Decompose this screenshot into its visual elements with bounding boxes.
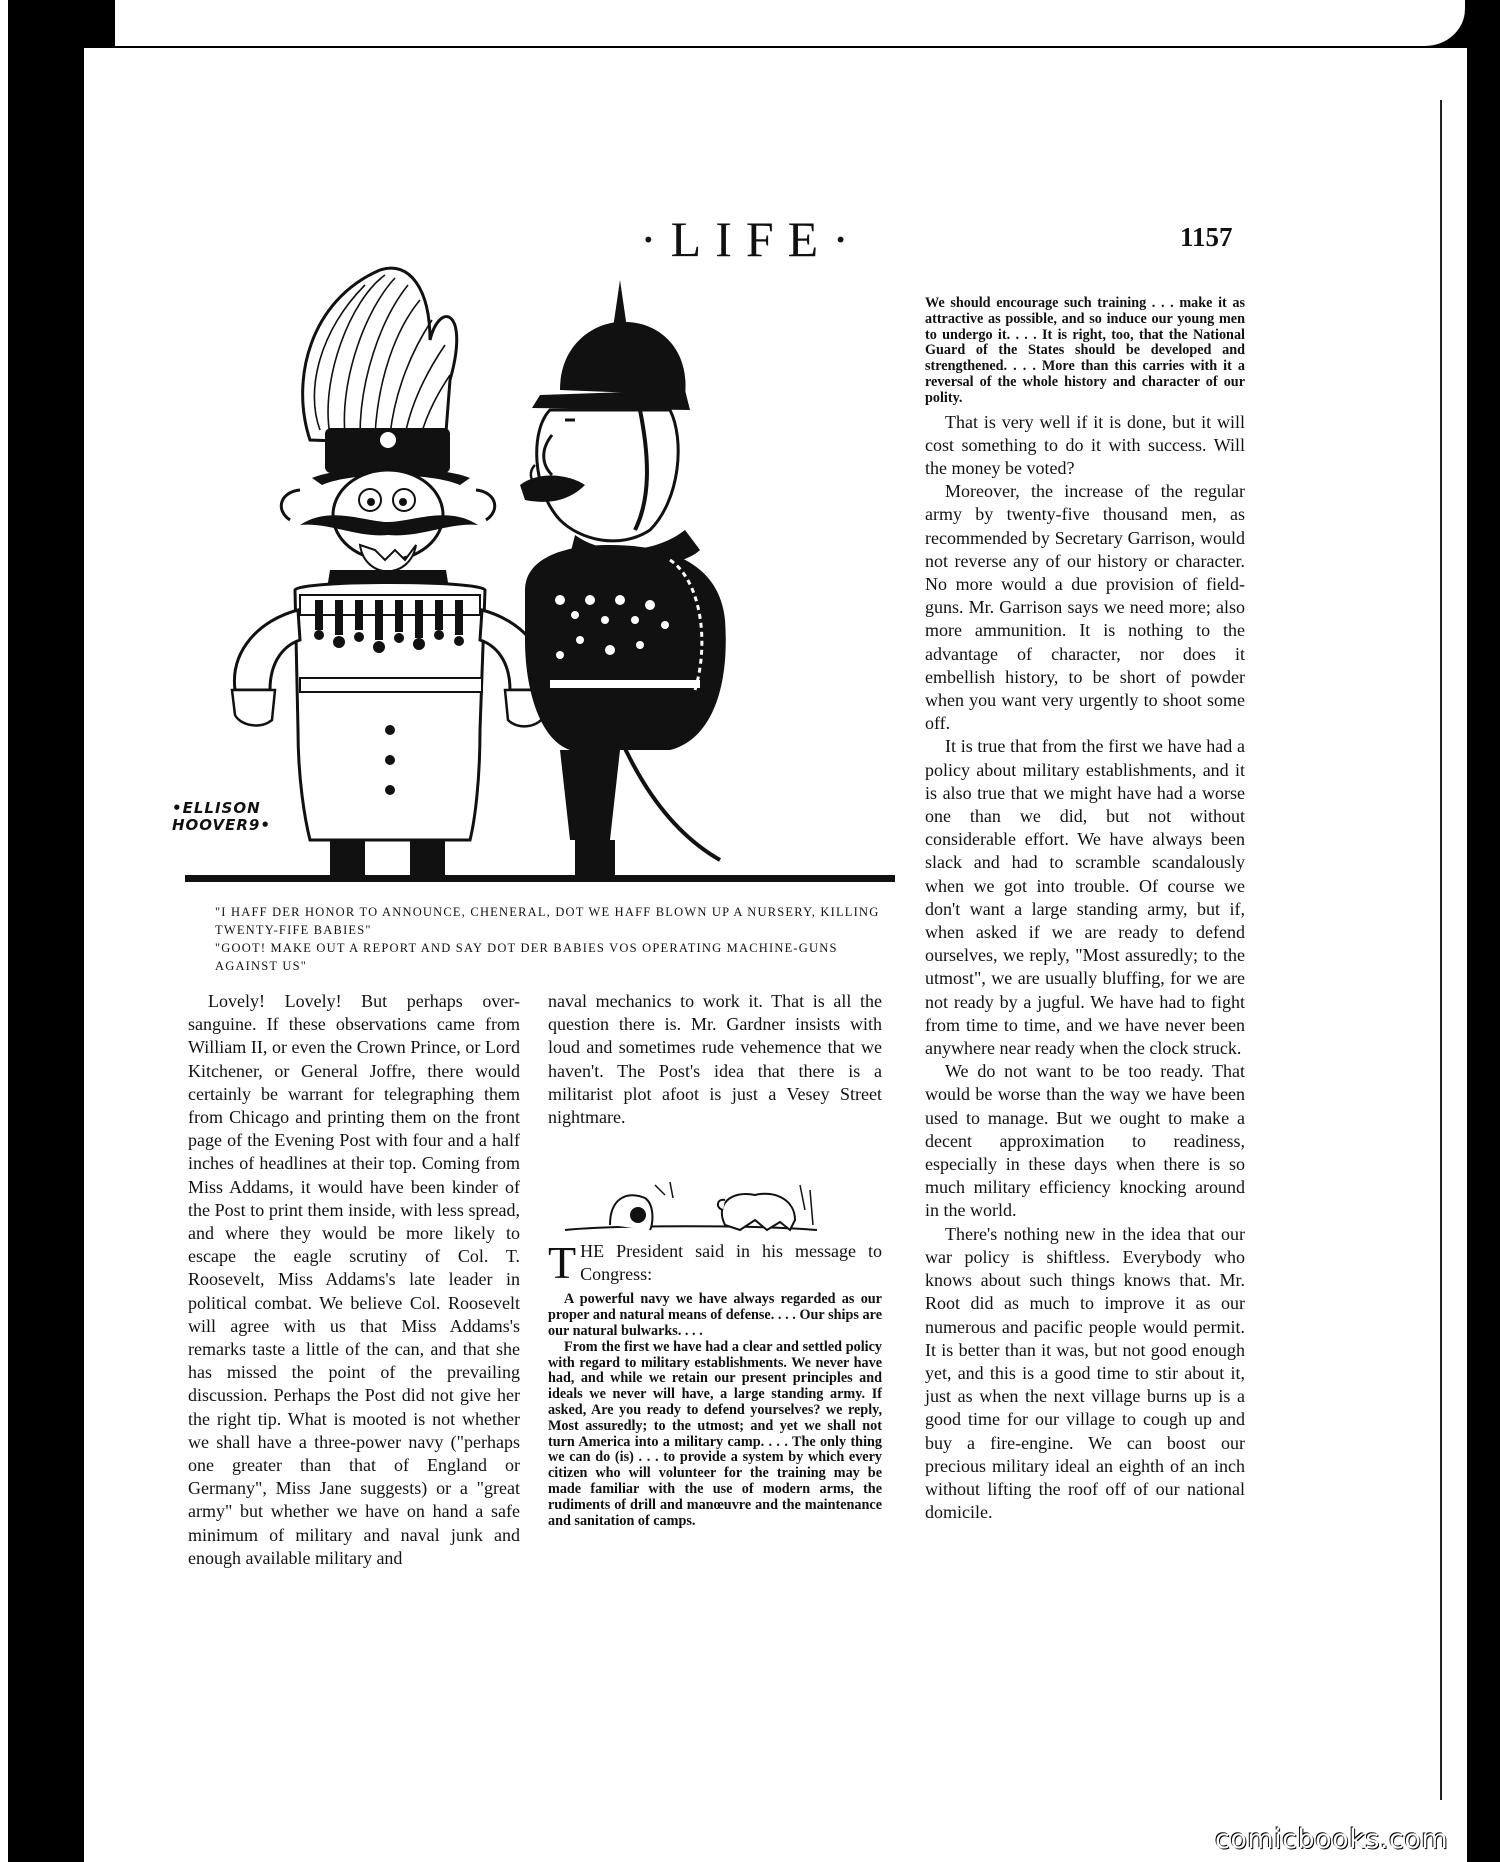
bear-vignette-illustration bbox=[555, 1170, 825, 1245]
column-3 bbox=[925, 296, 1245, 1524]
column-2-paragraph-1: naval mechanics to work it. That is all the question there is. Mr. Gardner insists with loud and sometimes rude vehemence that we haven't. The Post's idea that there is a militarist plot afoot is just a Vesey Street nightmare. bbox=[548, 991, 882, 1128]
artist-signature bbox=[172, 800, 302, 834]
page-number: 1157 bbox=[1180, 222, 1233, 252]
column-1 bbox=[188, 990, 520, 1570]
previous-page-edge bbox=[115, 0, 1465, 49]
column-3-quote-text: We should encourage such training . . . make it as attractive as possible, and so induce our young men to undergo it. . . . It is right, too, that the National Guard of the States should be developed and strengthened. . . . More than this carries with it a reversal of the whole history and character of our polity. bbox=[925, 295, 1245, 406]
cartoon-caption bbox=[215, 903, 885, 975]
column-2-paragraph-2: HE President said in his message to Congress: bbox=[580, 1241, 882, 1285]
page-stack-edge bbox=[1440, 100, 1452, 1800]
column-3-paragraph-1: That is very well if it is done, but it will cost something to do it with success. Will the money be voted? bbox=[925, 411, 1245, 478]
column-3-paragraph-3: It is true that from the first we have had a policy about military establishments, and it is also true that we might have had a worse one than we did, but not without considerable effort. We have always been slack and had to scramble scandalously when we got into trouble. Of course we don't want a large standing army, but if, when asked if we are ready to defend ourselves, we reply, "Most assuredly; to the utmost", we are usually bluffing, for we are not ready by a jugful. We have had to fight from time to time, and we have never been anywhere near ready when the clock struck. bbox=[925, 736, 1245, 1059]
signature-line-1: •ELLISON bbox=[172, 799, 261, 817]
left-officer-figure bbox=[232, 268, 548, 875]
caption-line-2: "GOOT! MAKE OUT A REPORT AND SAY DOT DER BABIES VOS OPERATING MACHINE-GUNS AGAINST US" bbox=[215, 941, 838, 973]
column-2-lower bbox=[548, 1240, 882, 1529]
column-1-paragraph: Lovely! Lovely! But perhaps over-sanguine. If these observations came from William II, or even the Crown Prince, or Lord Kitchener, or General Joffre, there would certainly be warrant for telegraphing them from Chicago and printing them on the front page of the Evening Post with four and a half inches of headlines at their top. Coming from Miss Addams, it would have been kinder of the Post to print them inside, with less spread, and where they would be more likely to escape the eagle scrutiny of Col. T. Roosevelt, Miss Addams's late leader in political combat. We believe Col. Roosevelt will agree with us that Miss Addams's remarks taste a little of the can, and that she has missed the point of the prevailing discussion. Perhaps the Post did not give her the right tip. What is mooted is not whether we shall have a three-power navy ("perhaps one greater than that of England or Germany", Miss Jane suggests) or a "great army" but whether we have on hand a safe minimum of military and naval junk and enough available military and bbox=[188, 991, 520, 1568]
column-3-quote bbox=[925, 296, 1245, 407]
column-3-paragraph-2: Moreover, the increase of the regular army by twenty-five thousand men, as recommended by Secretary Garrison, would not reverse any of our history or character. No more would a due provision of field-guns. Mr. Garrison says we need more; also more ammunition. It is nothing to the advantage of character, nor does it embellish history, to be short of powder when you want very urgently to shoot some off. bbox=[925, 481, 1245, 734]
watermark: comicbooks.com bbox=[1215, 1824, 1449, 1855]
column-2 bbox=[548, 990, 882, 1129]
quote-paragraph-1: A powerful navy we have always regarded as our proper and natural means of defense. . . . Our ships are our natural bulwarks. . . . bbox=[548, 1291, 882, 1339]
caption-line-1: "I HAFF DER HONOR TO ANNOUNCE, CHENERAL, DOT WE HAFF BLOWN UP A NURSERY, KILLING TWENTY-FIFE BABIES" bbox=[215, 905, 880, 937]
scan-right-margin bbox=[1467, 0, 1500, 1862]
scan-left-margin bbox=[0, 0, 8, 1862]
column-3-paragraph-5: There's nothing new in the idea that our war policy is shiftless. Everybody who knows about such things knows that. Mr. Root did as much to improve it as our numerous and pacific people would permit. It is better than it was, but not good enough yet, and this is a good time to stir about it, just as when the next village burns up is a good time for our village to cough up and buy a fire-engine. We can boost our precious military ideal an eighth of an inch without lifting the roof off of our national domicile. bbox=[925, 1223, 1245, 1523]
right-officer-figure bbox=[520, 280, 726, 875]
drop-cap: T bbox=[548, 1240, 577, 1287]
signature-line-2: HOOVER9• bbox=[172, 816, 271, 834]
cartoon-illustration bbox=[180, 260, 900, 890]
quote-paragraph-2: From the first we have had a clear and settled policy with regard to military establishments. We never have had, and while we retain our present principles and ideals we never will have, a large standing army. If asked, Are you ready to defend yourselves? we reply, Most assuredly; to the utmost; and yet we shall not turn America into a military camp. . . . The only thing we can do (is) . . . to provide a system by which every citizen who will volunteer for the training may be made familiar with the use of modern arms, the rudiments of drill and manœuvre and the maintenance and sanitation of camps. bbox=[548, 1338, 882, 1529]
column-3-paragraph-4: We do not want to be too ready. That would be worse than the way we have been used to manage. But we ought to make a decent approximation to readiness, especially in these days when there is so much military efficiency knocking around in the world. bbox=[925, 1061, 1245, 1221]
masthead: ·LIFE· bbox=[640, 211, 863, 267]
presidential-quote bbox=[548, 1292, 882, 1529]
